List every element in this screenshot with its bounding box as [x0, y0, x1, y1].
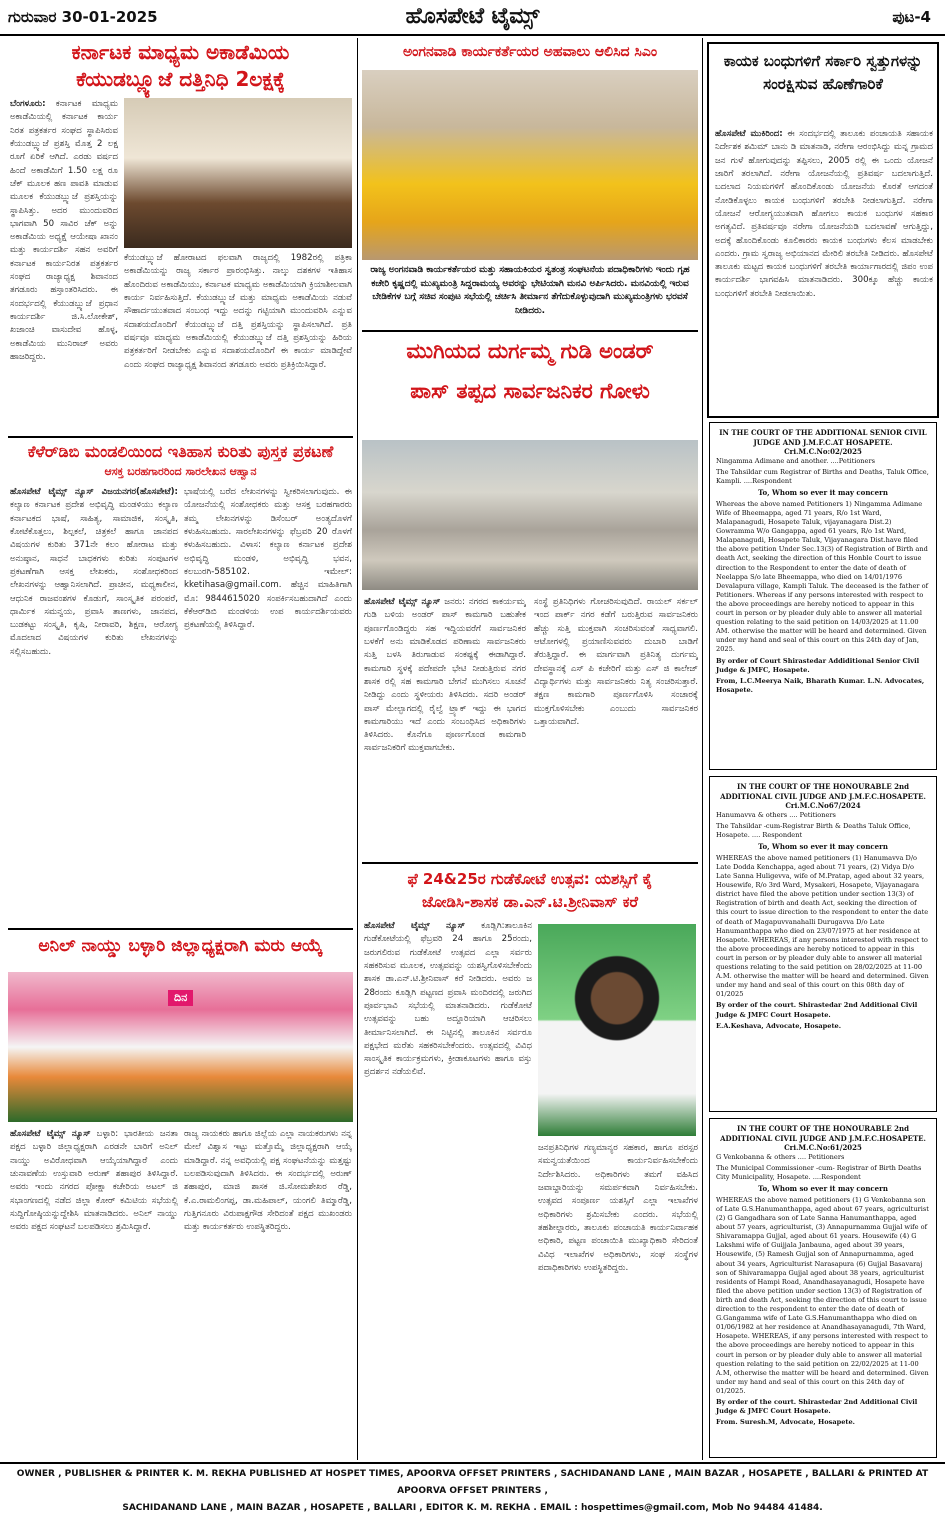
notice-signature: By order of the court. Shirastedar 2nd Additional Civil Judge & JMFC Court Hosapete.	[716, 1001, 918, 1019]
headline: ಕಾಯಕ ಬಂಧುಗಳಿಗೆ ಸರ್ಕಾರಿ ಸ್ವತ್ತುಗಳನ್ನು ಸಂರಕ್ಷಿಸುವ ಹೊಣೆಗಾರಿಕೆ	[723, 52, 923, 93]
byline: ಹೊಸಪೇಟೆ ಟೈಮ್ಸ್ ನ್ಯೂಸ್	[364, 597, 441, 607]
photo-party-felicitation	[8, 972, 353, 1122]
subheadline: ಆಸಕ್ತ ಬರಹಗಾರರಿಂದ ಸಾರಲೇಖನ ಆಹ್ವಾನ	[104, 465, 257, 478]
petitioners: Ningamma Adimane and another. ....Petitioners	[716, 456, 875, 465]
article-body: ಕೆಯುಡಬ್ಲ್ಯುಜೆ ಹೋರಾಟದ ಫಲವಾಗಿ ರಾಜ್ಯದಲ್ಲಿ 1982ರಲ್ಲಿ ಪತ್ರಿಕಾ ಅಕಾಡೆಮಿಯನ್ನು ರಾಜ್ಯ ಸರ್ಕಾರ ಪ್ರಾರಂಭಿಸಿತ್ತು. ನಾಲ್ಕು ದಶಕಗಳ ಇತಿಹಾಸ ಹೊಂದಿರುವ ಅಕಾಡೆಮಿಯು, ಕರ್ನಾಟಕ ಮಾಧ್ಯಮ ಅಕಾಡೆಮಿಯಾಗಿ ಕ್ರಿಯಾಶೀಲವಾಗಿ ಕಾರ್ಯ ನಿರ್ವಹಿಸುತ್ತಿದೆ. ಕೆಯುಡಬ್ಲ್ಯುಜೆ ಮತ್ತು ಮಾಧ್ಯಮ ಅಕಾಡೆಮಿಯ ನಡುವೆ ಸೌಹಾರ್ದಯುತವಾದ ಸಂಬಂಧ ಇದ್ದು ಅದನ್ನು ಗಟ್ಟಿಯಾಗಿ ಮುಂದುವರಿಸಿ ಎನ್ನುವ ಸದಾಶಯದೊಂದಿಗೆ ಕೆಯುಡಬ್ಲ್ಯುಜೆ ದತ್ತಿ ಪ್ರಶಸ್ತಿಯನ್ನು ಸ್ಥಾಪಿಸಲಾಗಿದೆ. ಪ್ರತಿ ವರ್ಷವೂ ಮಾಧ್ಯಮ ಅಕಾಡೆಮಿಯಲ್ಲಿ ಕೆಯುಡಬ್ಲ್ಯುಜೆ ದತ್ತಿ ಪ್ರಶಸ್ತಿಯನ್ನು ಹಿರಿಯ ಪತ್ರಕರ್ತರಿಗೆ ನೀಡಬೇಕು ಎನ್ನುವ ಸದಾಶಯದೊಂದಿಗೆ ಈ ಕಾರ್ಯ ಮಾಡಿದ್ದೇವೆ ಎಂದು ಸಂಘದ ರಾಜ್ಯಾಧ್ಯಕ್ಷ ಶಿವಾನಂದ ತಗಡೂರು ಅವರು ಪ್ರತಿಕ್ರಿಯಿಸಿದ್ದಾರೆ.	[124, 253, 352, 370]
article-text: ಈ ಸಂದರ್ಭದಲ್ಲಿ ತಾಲೂಕು ಪಂಚಾಯತಿ ಸಹಾಯಕ ನಿರ್ದೇಶಕ ಶಮಿಮ್ ಬಾನು ಡಿ ಮಾತನಾಡಿ, ನರೇಗಾ ಆರಂಭಿಸಿದ್ದು ಮನ್ನ ಗ್ರಾಮದ ಜನ ಗುಳೆ ಹೋಗುವುದನ್ನು ತಪ್ಪಿಸಲು, 2005 ರಲ್ಲಿ ಈ ಒಂದು ಯೋಜನೆ ಜಾರಿಗೆ ತರಲಾಗಿದೆ. ನರೇಗಾ ಯೋಜನೆಯಲ್ಲಿ ಪ್ರತಿವರ್ಷ ಬದಲಾಗುತ್ತಿದೆ. ಬದಲಾದ ನಿಯಮಗಳಿಗೆ ಹೊಂದಿಕೊಂಡು ಯೋಜನೆಯ ಕೊರತೆ ಆಗದಂತೆ ನೋಡಿಕೊಳ್ಳಲು ಕಾಯಕ ಬಂಧುಗಳಿಗೆ ತರಬೇತಿ ನೀಡಲಾಗುತ್ತಿದೆ. ನರೇಗಾ ಯೋಜನೆ ಆರೋಗ್ಯಯುತವಾಗಿ ಹೋಗಲು ಕಾಯಕ ಬಂಧುಗಳ ಸಹಕಾರ ಅಗತ್ಯವಿದೆ. ಪ್ರತಿವರ್ಷವೂ ನರೇಗಾ ಯೋಜನೆಯಡಿ ಬದಲಾವಣೆ ಆಗುತ್ತಿದ್ದು, ಅದಕ್ಕೆ ಹೊಂದಿಕೊಂಡು ಕೂಲಿಕಾರರು ಕಾಯಕ ಬಂಧುಗಳು ಕೆಲಸ ಮಾಡಬೇಕು ಎಂದರು. ಗ್ರಾಮ ಸ್ವರಾಜ್ಯ ಅಭಿಯಾನದ ಮೇರಿಲಿ ತರಬೇತಿ ನೀಡಿದರು. ಹೊಸಪೇಟೆ ತಾಲೂಕು ಮಟ್ಟದ ಕಾಯಕ ಬಂಧುಗಳಿಗೆ ತರಬೇತಿ ಕಾರ್ಯಾಗಾರದಲ್ಲಿ ಜಿಪಂ ಉಪ ಕಾರ್ಯದರ್ಶಿ ಭಾಗವಹಿಸಿ ಮಾತನಾಡಿದರು. 300ಕ್ಕೂ ಹೆಚ್ಚು ಕಾಯಕ ಬಂಧುಗಳಿಗೆ ತರಬೇತಿ ನೀಡಲಾಯಿತು.	[715, 129, 933, 299]
byline: ಬೆಂಗಳೂರು:	[10, 99, 46, 109]
notice-advocates: From, L.C.Meerya Naik, Bharath Kumar. L.N. Advocates, Hosapete.	[716, 676, 925, 694]
article-text: ಜನರು: ನಗರದ ಕಾಕರ್ಯಮ್ಮ ಗುಡಿ ಬಳಿಯ ಅಂಡರ್ ಪಾಸ್ ಕಾಮಗಾರಿ ಬಹುತೇಕ ಪೂರ್ಣಗೊಂಡಿದ್ದರು ಸಹ ಇದ್ದಿಯವರೆಗೆ ಸಾರ್ವಜನಿಕರ ಬಳಕೆಗೆ ಅನು ಮಾಡಿಕೊಡದ ಪರಿಣಾಮ ಸಾರ್ವಜನಿಕರು ಸುತ್ತಿ ಬಳಸಿ ತಿರುಗಾಡುವ ಸಂಕಷ್ಟಕ್ಕೆ ಈಡಾಗಿದ್ದಾರೆ. ಕಾಮಗಾರಿ ಸ್ಥಳಕ್ಕೆ ಪದೇಪದೇ ಭೇಟಿ ನೀಡುತ್ತಿರುವ ನಗರ ಶಾಸಕ ರಲ್ಲಿ ಸಹ ಕಾಮಗಾರಿ ಬೇಗನೆ ಮುಗಿಸಲು ಸೂಚನೆ ನೀಡಿದ್ದು ಎಂದು ಸ್ಥಳೀಯರು ತಿಳಿಸಿದರು. ಸದರಿ ಅಂಡರ್ ಪಾಸ್ ಮೇಲ್ಭಾಗದಲ್ಲಿ ರೈಲ್ವೆ ಟ್ರ್ಯಾಕ್ ಇದ್ದು ಈ ಭಾಗದ ಕಾಮಗಾರಿಯು ಇದೆ ಎಂದು ಸಂಬಂಧಿಸಿದ ಅಧಿಕಾರಿಗಳು ತಿಳಿಸಿದರು. ಕೊನೆಗೂ ಪೂರ್ಣಗೊಂಡ ಕಾಮಗಾರಿ ಸಾರ್ವಜನಿಕರಿಗೆ ಮುಕ್ತವಾಗಬೇಕು.	[364, 597, 526, 754]
banner-text: ದಿನ	[168, 990, 193, 1006]
article-text: ಬಳ್ಳಾರಿ: ಭಾರತೀಯ ಜನತಾ ಪಕ್ಷದ ಬಳ್ಳಾರಿ ಜಿಲ್ಲಾಧ್ಯಕ್ಷರಾಗಿ ಎರಡನೇ ಬಾರಿಗೆ ಅನಿಲ್ ನಾಯ್ಡು ಅವಿರೋಧವಾಗಿ ಆಯ್ಕೆಯಾಗಿದ್ದಾರೆ ಎಂದು ಚುನಾವಣೆಯ ಉಸ್ತುವಾರಿ ಅರುಣ್ ಶಹಾಪುರ ತಿಳಿಸಿದ್ದಾರೆ. ಅವರು ಇಂದು ನಗರದ ಪೋಕ್ಷಾ ಕಚೇರಿಯ ಅಟಲ್ ಜಿ ಸಭಾಂಗಣದಲ್ಲಿ ನಡೆದ ಜಿಲ್ಲಾ ಕೋರ್ ಕಮಿಟಿಯ ಸಭೆಯಲ್ಲಿ ಸುದ್ದಿಗೋಷ್ಠಿಯನ್ನುದ್ದೇಶಿಸಿ ಮಾತನಾಡಿದರು. ಅನಿಲ್ ನಾಯ್ಡು ಅವರು ಪಕ್ಷದ ಸಂಘಟನೆ ಬಲಪಡಿಸಲು ಶ್ರಮಿಸಿದ್ದಾರೆ.	[10, 1129, 178, 1233]
byline: ಹೊಸಪೇಟೆ ಮುಕಿರಿಂದ:	[715, 129, 783, 139]
legal-notice	[709, 422, 937, 770]
story-durgamma-underpass	[362, 330, 698, 860]
imprint-line: OWNER , PUBLISHER & PRINTER K. M. REKHA PUBLISHED AT HOSPET TIMES, APOORVA OFFSET PRINTERS , SACHIDANAND LANE , MAIN BAZAR , HOSAPETE , BALLARI & PRINTED AT APOORVA OFFSET PRINTERS ,	[16, 1469, 929, 1497]
case-number: Cri.M.C.No67/2024	[785, 801, 861, 811]
headline: ಅನಿಲ್ ನಾಯ್ಡು ಬಳ್ಳಾರಿ ಜಿಲ್ಲಾಧ್ಯಕ್ಷರಾಗಿ ಮರು ಆಯ್ಕೆ	[38, 936, 323, 956]
headline: ಫೆ 24&25ರ ಗುಡೆಕೋಟೆ ಉತ್ಸವ: ಯಶಸ್ಸಿಗೆ ಕೈ	[407, 870, 653, 888]
byline: ಹೊಸಪೇಟೆ ಟೈಮ್ಸ್ ನ್ಯೂಸ್	[10, 1129, 91, 1139]
story-anganwadi	[362, 40, 698, 326]
imprint-line: SACHIDANAND LANE , MAIN BAZAR , HOSAPETE , BALLARI , EDITOR K. M. REKHA . EMAIL : hospettimes@gmail.com, Mob No 94484 41484.	[122, 1503, 823, 1514]
story-anil-naidu	[8, 928, 353, 1458]
photo-underpass	[362, 440, 698, 590]
notice-advocates: E.A.Keshava, Advocate, Hosapete.	[716, 1021, 842, 1030]
masthead	[0, 0, 945, 36]
notice-addressee: To, Whom so ever it may concern	[758, 1184, 888, 1194]
legal-notice	[709, 1118, 937, 1458]
article-body: ಭಾಷೆಯಲ್ಲಿ ಬರೆದ ಲೇಖನಗಳನ್ನು ಸ್ವೀಕರಿಸಲಾಗುವುದು. ಈ ಯೋಜನೆಯಲ್ಲಿ ಸಂಶೋಧಕರು ಮತ್ತು ಆಸಕ್ತ ಬರಹಗಾರರು ತಮ್ಮ ಲೇಖನಗಳನ್ನು ಡಿಸೆಂಬರ್ ಅಂತ್ಯದೊಳಗೆ ಕಳುಹಿಸಬಹುದು. ಸಾರಲೇಖನಗಳನ್ನು ಫೆಬ್ರವರಿ 20 ರೊಳಗೆ ಕಳುಹಿಸಬಹುದು. ವಿಳಾಸ: ಕಲ್ಯಾಣ ಕರ್ನಾಟಕ ಪ್ರದೇಶ ಅಭಿವೃದ್ಧಿ ಮಂಡಳಿ, ಅಭಿವೃದ್ಧಿ ಭವನ, ಕಲಬುರಗಿ-585102. ಇಮೇಲ್: kketihasa@gmail.com. ಹೆಚ್ಚಿನ ಮಾಹಿತಿಗಾಗಿ ಮೊ: 9844615020 ಸಂಪರ್ಕಿಸಬಹುದಾಗಿದೆ ಎಂದು ಕೆಕೆಆರ್‌ಡಿಬಿ ಮಂಡಳಿಯ ಉಪ ಕಾರ್ಯದರ್ಶಿಯವರು ಪ್ರಕಟಣೆಯಲ್ಲಿ ತಿಳಿಸಿದ್ದಾರೆ.	[184, 487, 352, 631]
court-name: IN THE COURT OF THE HONOURABLE 2nd ADDITIONAL CIVIL JUDGE AND J.M.F.C.HOSAPETE.	[720, 782, 926, 801]
column-divider	[702, 38, 703, 1460]
notice-signature: By order of Court Shirastedar Addiditional Senior Civil Judge & JMFC, Hosapete.	[716, 656, 920, 674]
notice-body: WHEREAS the above named petitioners (1) Hanumavva D/o Late Dodda Kenchappa, aged about 71 years, (2) Vidya D/o Late Sanna Huligevva, wife of M.Pratap, aged about 32 years, Housewife, R/o 3rd Ward, Mysakeri, Hosapete, Vijayanagara district have filed the above petition under section 13(3) of Registration of birth and death Act, seeking the direction of this court to issue direction to the respondent to enter the date of death of Magapuvvanahalli Durugavva D/o Late Hanumanthappa who died on 23/07/1975 at her residence at Hosapete. WHEREAS, if any persons interested with respect to the above proceedings are hereby noticed to appear in this court in person or by pleader duly able to answer all material questions relating to the said petition on 28/02/2025 at 11-00 A.M. otherwise the matter will be heard and determined. Given under my hand and seal of this court on this 08th day of 01/2025	[716, 853, 929, 999]
article-text: ಕೂಡ್ಲಿಗಿ:ತಾಲೂಕಿನ ಗುಡೆಕೋಟೆಯಲ್ಲಿ ಫೆಬ್ರವರಿ 24 ಹಾಗೂ 25ರಂದು, ಜರುಗಲಿರುವ ಗುಡೆಕೋಟೆ ಉತ್ಸವದ ಎಲ್ಲಾ ಸರ್ವರು ಸಹಕರಿಸುವ ಮೂಲಕ, ಉತ್ಸವವನ್ನು ಯಶಸ್ವಿಗೊಳಿಸಬೇಕೆಂದು ಶಾಸಕ ಡಾ.ಎನ್.ಟಿ.ಶ್ರೀನಿವಾಸ್ ಕರೆ ನೀಡಿದರು. ಅವರು ಜ 28ರಂದು ಕೂಡ್ಲಿಗಿ ಪಟ್ಟಣದ ಪ್ರವಾಸಿ ಮಂದಿರದಲ್ಲಿ ಜರುಗಿದ ಪೂರ್ವಭಾವಿ ಸಭೆಯಲ್ಲಿ ಮಾತನಾಡಿದರು. ಗುಡೆಕೋಟೆ ಉತ್ಸವವನ್ನು ಬಹು ಅದ್ದೂರಿಯಾಗಿ ಆಚರಿಸಲು ತೀರ್ಮಾನಿಸಲಾಗಿದೆ. ಈ ನಿಟ್ಟಿನಲ್ಲಿ ತಾಲೂಕಿನ ಸರ್ವರೂ ಪಕ್ಷಭೇದ ಮರೆತು ಸಹಕರಿಸಬೇಕೆಂದರು. ಉತ್ಸವದಲ್ಲಿ ವಿವಿಧ ಸಾಂಸ್ಕೃತಿಕ ಕಾರ್ಯಕ್ರಮಗಳು, ಕ್ರೀಡಾಕೂಟಗಳು ಹಾಗೂ ವಸ್ತು ಪ್ರದರ್ಶನ ನಡೆಯಲಿವೆ.	[364, 921, 532, 1078]
notice-addressee: To, Whom so ever it may concern	[758, 488, 888, 498]
court-name: IN THE COURT OF THE HONOURABLE 2nd ADDITIONAL CIVIL JUDGE AND J.M.F.C.HOSAPETE.	[720, 1124, 926, 1143]
article-text: ಕರ್ನಾಟಕ ಮಾಧ್ಯಮ ಅಕಾಡೆಮಿಯಲ್ಲಿ ಕರ್ನಾಟಕ ಕಾರ್ಯ ನಿರತ ಪತ್ರಕರ್ತರ ಸಂಘದ ಸ್ಥಾಪಿಸಿರುವ ಕೆಯುಡಬ್ಲ್ಯುಜೆ ಪ್ರಶಸ್ತಿ ಮೊತ್ತ 2 ಲಕ್ಷ ರೂಗೆ ಏರಿಕೆ ಆಗಿದೆ. ಎರಡು ವರ್ಷದ ಹಿಂದೆ ಅಕಾಡೆಮಿಗೆ 1.50 ಲಕ್ಷ ರೂ ಚೆಕ್ ಮೂಲಕ ಹಣ ಪಾವತಿ ಮಾಡುವ ಮೂಲಕ ಕೆಯುಡಬ್ಲ್ಯುಜೆ ಪ್ರಶಸ್ತಿಯನ್ನು ಸ್ಥಾಪಿಸಿತ್ತು. ಅದರ ಮುಂದುವರಿದ ಭಾಗವಾಗಿ 50 ಸಾವಿರ ಚೆಕ್ ಅನ್ನು ಅಕಾಡೆಮಿಯ ಅಧ್ಯಕ್ಷೆ ಆಯೇಷಾ ಖಾನಂ ಮತ್ತು ಕಾರ್ಯದರ್ಶಿ ಸಹನ ಅವರಿಗೆ ಕರ್ನಾಟಕ ಕಾರ್ಯನಿರತ ಪತ್ರಕರ್ತರ ಸಂಘದ ರಾಜ್ಯಾಧ್ಯಕ್ಷ ಶಿವಾನಂದ ತಗಡೂರು ಹಸ್ತಾಂತರಿಸಿದರು. ಈ ಸಂದರ್ಭದಲ್ಲಿ ಕೆಯುಡಬ್ಲ್ಯುಜೆ ಪ್ರಧಾನ ಕಾರ್ಯದರ್ಶಿ ಜಿ.ಸಿ.ಲೋಕೇಶ್, ಖಜಾಂಚಿ ವಾಸುದೇವ ಹೊಳ್ಳ, ಅಕಾಡೆಮಿಯ ಮುನಿರಾಜ್ ಅವರು ಹಾಜರಿದ್ದರು.	[10, 99, 118, 362]
respondent: The Municipal Commissioner -cum- Registrar of Birth Deaths City Municipality, Hosapete. ....Respondent	[716, 1164, 922, 1182]
photo-cheque-handover	[124, 98, 352, 248]
notice-body: Whereas the above named Petitioners 1) Ningamma Adimane Wife of Bheemappa, aged 71 years, R/o 1st Ward, Malapanagudi, Hosapete Taluk, vijayanagara Dist.2) Gowramma W/o Gangappa, aged 61 years, R/o 1st Ward, Malapanagudi, Hosapete Taluk, Vijayanagara Dist.have filed the above petition Under Sec.13(3) of Registration of Birth and death Act, seeking the direction of this Honble Court to issue direction to the Respondent to enter the date of death of Neelappa S/o late Bheemappa, who died on 14/01/1976 Devalapura village, Kampli Taluk. The deceased is the father of Petitioners. Whereas if any persons interested with respect to the above proceedings are hereby noticed to appear in this court in person or by pleader duly able to answer all material question relating to the said petition on 14/03/2025 at 11.00 AM. otherwise the matter will be heard and determined. Given under my hand and seal of this court on this 24th day of Jan, 2025.	[716, 499, 929, 654]
photo-caption: ರಾಜ್ಯ ಅಂಗನವಾಡಿ ಕಾರ್ಯಕರ್ತೆಯರ ಮತ್ತು ಸಹಾಯಕಿಯರ ಸ್ವತಂತ್ರ ಸಂಘಟನೆಯ ಪದಾಧಿಕಾರಿಗಳು ಇಂದು ಗೃಹ ಕಚೇರಿ ಕೃಷ್ಣದಲ್ಲಿ ಮುಖ್ಯಮಂತ್ರಿ ಸಿದ್ದರಾಮಯ್ಯ ಅವರನ್ನು ಭೇಟಿಯಾಗಿ ಮನವಿ ಅರ್ಪಿಸಿದರು. ಮನವಿಯಲ್ಲಿ ಇರುವ ಬೇಡಿಕೆಗಳ ಬಗ್ಗೆ ಸಚಿವ ಸಂಪುಟ ಸಭೆಯಲ್ಲಿ ಚರ್ಚಿಸಿ ತೀರ್ಮಾನ ತೆಗೆದುಕೊಳ್ಳುವುದಾಗಿ ಮುಖ್ಯಮಂತ್ರಿಗಳು ಭರವಸೆ ನೀಡಿದರು.	[370, 265, 690, 316]
headline: ಕರ್ನಾಟಕ ಮಾಧ್ಯಮ ಅಕಾಡೆಮಿಯ	[71, 40, 290, 64]
article-text: ಕಲ್ಯಾಣ ಕರ್ನಾಟಕ ಪ್ರದೇಶ ಅಭಿವೃದ್ಧಿ ಮಂಡಳಿಯು ಕಲ್ಯಾಣ ಕರ್ನಾಟಕದ ಭಾಷೆ, ಸಾಹಿತ್ಯ, ಸಾಮಾಜಿಕ, ಸಂಸ್ಕೃತಿ, ಕೋಟೆಕೊತ್ತಲು, ಶಿಲ್ಪಕಲೆ, ಚಿತ್ರಕಲೆ ಹಾಗೂ ಜಾನಪದ ವಿಷಯಗಳ ಕುರಿತು 371ನೇ ಕಲಂ ಹೋರಾಟ ಮತ್ತು ಅನುಷ್ಠಾನ, ಸಾಧನೆ ಬಾಧಕಗಳು ಕುರಿತು ಸಂಪುಟಗಳ ಪ್ರಕಟಣೆಗಾಗಿ ಆಸಕ್ತ ಲೇಖಕರು, ಸಂಶೋಧಕರಿಂದ ಲೇಖನಗಳನ್ನು ಆಹ್ವಾನಿಸಲಾಗಿದೆ. ಪ್ರಾಚೀನ, ಮಧ್ಯಕಾಲೀನ, ಆಧುನಿಕ ರಾಜವಂಶಗಳ ಕೊಡುಗೆ, ಸಾಂಸ್ಕೃತಿಕ ಪರಂಪರೆ, ಧಾರ್ಮಿಕ ಸಮನ್ವಯ, ಪ್ರವಾಸಿ ತಾಣಗಳು, ಜಾನಪದ, ಬುಡಕಟ್ಟು ಸಂಸ್ಕೃತಿ, ಕೃಷಿ, ನೀರಾವರಿ, ಶಿಕ್ಷಣ, ಆರೋಗ್ಯ ಮೊದಲಾದ ವಿಷಯಗಳ ಕುರಿತು ಲೇಖನಗಳನ್ನು ಸಲ್ಲಿಸಬಹುದು.	[10, 500, 178, 657]
article-body	[10, 98, 118, 428]
headline: ಪಾಸ್ ತಪ್ಪದ ಸಾರ್ವಜನಿಕರ ಗೋಳು	[410, 379, 650, 404]
article-body	[10, 486, 178, 922]
headline: ಮುಗಿಯದ ದುರ್ಗಮ್ಮ ಗುಡಿ ಅಂಡರ್	[406, 339, 654, 363]
paper-name: ಹೊಸಪೇಟೆ ಟೈಮ್ಸ್	[405, 4, 540, 29]
legal-notice	[709, 776, 937, 1112]
byline: ಹೊಸಪೇಟೆ ಟೈಮ್ಸ್ ನ್ಯೂಸ್	[364, 921, 465, 931]
article-body: ಸಂಸ್ಥೆ ಪ್ರತಿನಿಧಿಗಳು ಗೋಚರಿಸುವುದಿದೆ. ರಾಯಲ್ ಸರ್ಕಲ್ ಇಂದ ಪಾರ್ಕ್ ನಗರ ಕಡೆಗೆ ಬರುತ್ತಿರುವ ಸಾರ್ವಜನಿಕರು ಹೆಚ್ಚು ಸುತ್ತಿ ಮುಕ್ತವಾಗಿ ಸಂಚರಿಸುವಂತೆ ಸಾಧ್ಯವಾಗಲಿ. ಆಟೋಗಳಲ್ಲಿ ಪ್ರಯಾಣಿಸುವವರು ದುಬಾರಿ ಬಾಡಿಗೆ ತೆರುತ್ತಿದ್ದಾರೆ. ಈ ಮಾರ್ಗವಾಗಿ ಪ್ರತಿನಿತ್ಯ ದುರ್ಗಮ್ಮ ದೇವಸ್ಥಾನಕ್ಕೆ ಎಸ್ ಪಿ ಕಚೇರಿಗೆ ಮತ್ತು ಎಸ್ ಜಿ ಕಾಲೇಜ್ ವಿದ್ಯಾರ್ಥಿಗಳು ಮತ್ತು ಸಾರ್ವಜನಿಕರು ನಿತ್ಯ ಸಂಚರಿಸುತ್ತಾರೆ. ತಕ್ಷಣ ಕಾಮಗಾರಿ ಪೂರ್ಣಗೊಳಿಸಿ ಸಂಚಾರಕ್ಕೆ ಮುಕ್ತಗೊಳಿಸಬೇಕು ಎಂಬುದು ಸಾರ್ವಜನಿಕರ ಒತ್ತಾಯವಾಗಿದೆ.	[534, 597, 698, 727]
photo-cm-meeting	[362, 70, 698, 260]
case-number: Cri.M.C.No:02/2025	[784, 447, 862, 457]
notice-signature: By order of the court. Shirastedar 2nd Additional Civil Judge & JMFC Court Hosapete.	[716, 1397, 918, 1416]
article-body: ಜನಪ್ರತಿನಿಧಿಗಳ ಗಣ್ಯಮಾನ್ಯರ ಸಹಕಾರ, ಹಾಗೂ ಪರಸ್ಪರ ಸಮನ್ವಯತೆಯಿಂದ ಕಾರ್ಯನಿರ್ವಹಿಸಬೇಕೆಂದು ನಿರ್ದೇಶಿಸಿದರು. ಅಧಿಕಾರಿಗಳು ತಮಗೆ ವಹಿಸಿದ ಜವಾಬ್ದಾರಿಯನ್ನು ಸಮರ್ಪಕವಾಗಿ ನಿರ್ವಹಿಸಬೇಕು. ಉತ್ಸವದ ಸಂಪೂರ್ಣ ಯಶಸ್ಸಿಗೆ ಎಲ್ಲಾ ಇಲಾಖೆಗಳ ಅಧಿಕಾರಿಗಳು ಶ್ರಮಿಸಬೇಕು ಎಂದರು. ಸಭೆಯಲ್ಲಿ ತಹಶೀಲ್ದಾರರು, ತಾಲೂಕು ಪಂಚಾಯತಿ ಕಾರ್ಯನಿರ್ವಾಹಕ ಅಧಿಕಾರಿ, ಪಟ್ಟಣ ಪಂಚಾಯಿತಿ ಮುಖ್ಯಾಧಿಕಾರಿ ಸೇರಿದಂತೆ ವಿವಿಧ ಇಲಾಖೆಗಳ ಅಧಿಕಾರಿಗಳು, ಸಂಘ ಸಂಸ್ಥೆಗಳ ಪದಾಧಿಕಾರಿಗಳು ಉಪಸ್ಥಿತರಿದ್ದರು.	[538, 1143, 698, 1273]
story-book-release	[8, 436, 353, 926]
article-body	[364, 596, 526, 858]
story-gudekote-utsava	[362, 862, 698, 1458]
article-body	[364, 920, 532, 1456]
imprint-footer	[0, 1462, 945, 1514]
notice-advocates: From. Suresh.M, Advocate, Hosapete.	[716, 1418, 855, 1427]
article-body	[10, 1128, 178, 1456]
story-media-academy	[8, 40, 353, 432]
court-name: IN THE COURT OF THE ADDITIONAL SENIOR CIVIL JUDGE AND J.M.F.C.AT HOSAPETE.	[719, 428, 927, 447]
byline: ಹೊಸಪೇಟೆ ಟೈಮ್ಸ್ ನ್ಯೂಸ್ ವಿಜಯನಗರ(ಹೊಸಪೇಟೆ):	[10, 487, 178, 497]
headline: ಕೆಳೆರ್‌ಡಿಬಿ ಮಂಡಲಿಯಿಂದ ಇತಿಹಾಸ ಕುರಿತು ಪುಸ್ತಕ ಪ್ರಕಟಣೆ	[27, 442, 334, 461]
notice-addressee: To, Whom so ever it may concern	[758, 842, 888, 852]
respondent: The Tahsildar cum Registrar of Births and Deaths, Taluk Office, Kampli. ....Respondent	[716, 468, 929, 486]
notice-body: WHEREAS the above named petitioners (1) G Venkobanna son of Late G.S.Hanumanthappa, aged about 67 years, agriculturist (2) G Gangadhara son of Late Sanna Hanumanthappa, aged about 57 years, agriculturist, (3) Annapurnamma Gujjal wife of Shivaramappa Gujjal, aged about 61 years. Housewife (4) G Lakshmi wife of Guijjala Janbauna, aged about 39 years, Housewife, (5) Ramesh Gujjal son of Annapurnamma, aged about 34 years, Agriculturist Narasapura (6) Gujjal Basavaraj son of Shivaramappa Gujjal aged about 38 years, agriculturist residents of Hampi Road, Anandhasayanagudi, Hosapete have filed the above petition under section 13(3) of Registration of birth and death Act, seeking the direction of this court to issue direction to the respondent to enter the date of death of G.Gangamma wife of Late G.S.Hanumanthappa who died on 01/06/1982 at her residence at Anandhasayanagudi, 7th Ward, Hosapete. WHEREAS, if any persons interested with respect to the above proceedings are hereby noticed to appear in this court in person or by pleader duly able to answer all material question relating to the said petition on 22/02/2025 at 11-00 A.M, otherwise the matter will be heard and determined. Given under my hand and seal of this court on this 24th day of 01/2025.	[716, 1195, 929, 1395]
headline: ಜೋಡಿಸಿ-ಶಾಸಕ ಡಾ.ಎನ್.ಟಿ.ಶ್ರೀನಿವಾಸ್ ಕರೆ	[421, 892, 639, 911]
petitioners: Hanumavva & others .... Petitioners	[716, 810, 836, 819]
petitioners: G Venkobanna & others .... Petitioners	[716, 1152, 845, 1161]
column-divider	[357, 38, 358, 1460]
headline: ಅಂಗನವಾಡಿ ಕಾರ್ಯಕರ್ತೆಯರ ಅಹವಾಲು ಆಲಿಸಿದ ಸಿಎಂ	[402, 44, 658, 60]
case-number: Cri.M.C.No:61/2025	[784, 1143, 862, 1153]
article-body: ರಾಜ್ಯ ನಾಯಕರು ಹಾಗೂ ಜಿಲ್ಲೆಯ ಎಲ್ಲಾ ನಾಯಕರುಗಳು ನನ್ನ ಮೇಲೆ ವಿಶ್ವಾಸ ಇಟ್ಟು ಮತ್ತೊಮ್ಮೆ ಜಿಲ್ಲಾಧ್ಯಕ್ಷರಾಗಿ ಆಯ್ಕೆ ಮಾಡಿದ್ದಾರೆ. ನನ್ನ ಅವಧಿಯಲ್ಲಿ ಪಕ್ಷ ಸಂಘಟನೆಯನ್ನು ಮತ್ತಷ್ಟು ಬಲಪಡಿಸುವುದಾಗಿ ತಿಳಿಸಿದರು. ಈ ಸಂದರ್ಭದಲ್ಲಿ ಅರುಣ್ ಶಹಾಪುರ, ಮಾಜಿ ಶಾಸಕ ಜಿ.ಸೋಮಶೇಖರ ರೆಡ್ಡಿ, ಕೆ.ಎ.ರಾಮಲಿಂಗಪ್ಪ, ಡಾ.ಮಹಿಪಾಲ್, ಯಂಗಲಿ ತಿಮ್ಮಾರೆಡ್ಡಿ, ಗುತ್ತಿಗನೂರು ವಿರುಪಾಕ್ಷಗೌಡ ಸೇರಿದಂತೆ ಪಕ್ಷದ ಮುಖಂಡರು ಮತ್ತು ಕಾರ್ಯಕರ್ತರು ಉಪಸ್ಥಿತರಿದ್ದರು.	[184, 1129, 352, 1233]
headline: ಕೆಯುಡಬ್ಲ್ಯೂಜೆ ದತ್ತಿನಿಧಿ 2ಲಕ್ಷಕ್ಕೆ	[76, 67, 285, 91]
page-number: ಪುಟ-4	[892, 8, 931, 26]
photo-mla-portrait	[538, 924, 696, 1136]
story-kayaka-bandhu	[707, 42, 939, 418]
article-body	[715, 128, 933, 412]
respondent: The Tahsildar -cum-Registrar Birth & Deaths Taluk Office, Hosapete. .... Respondent	[716, 822, 911, 840]
issue-date: ಗುರುವಾರ 30-01-2025	[8, 8, 158, 26]
